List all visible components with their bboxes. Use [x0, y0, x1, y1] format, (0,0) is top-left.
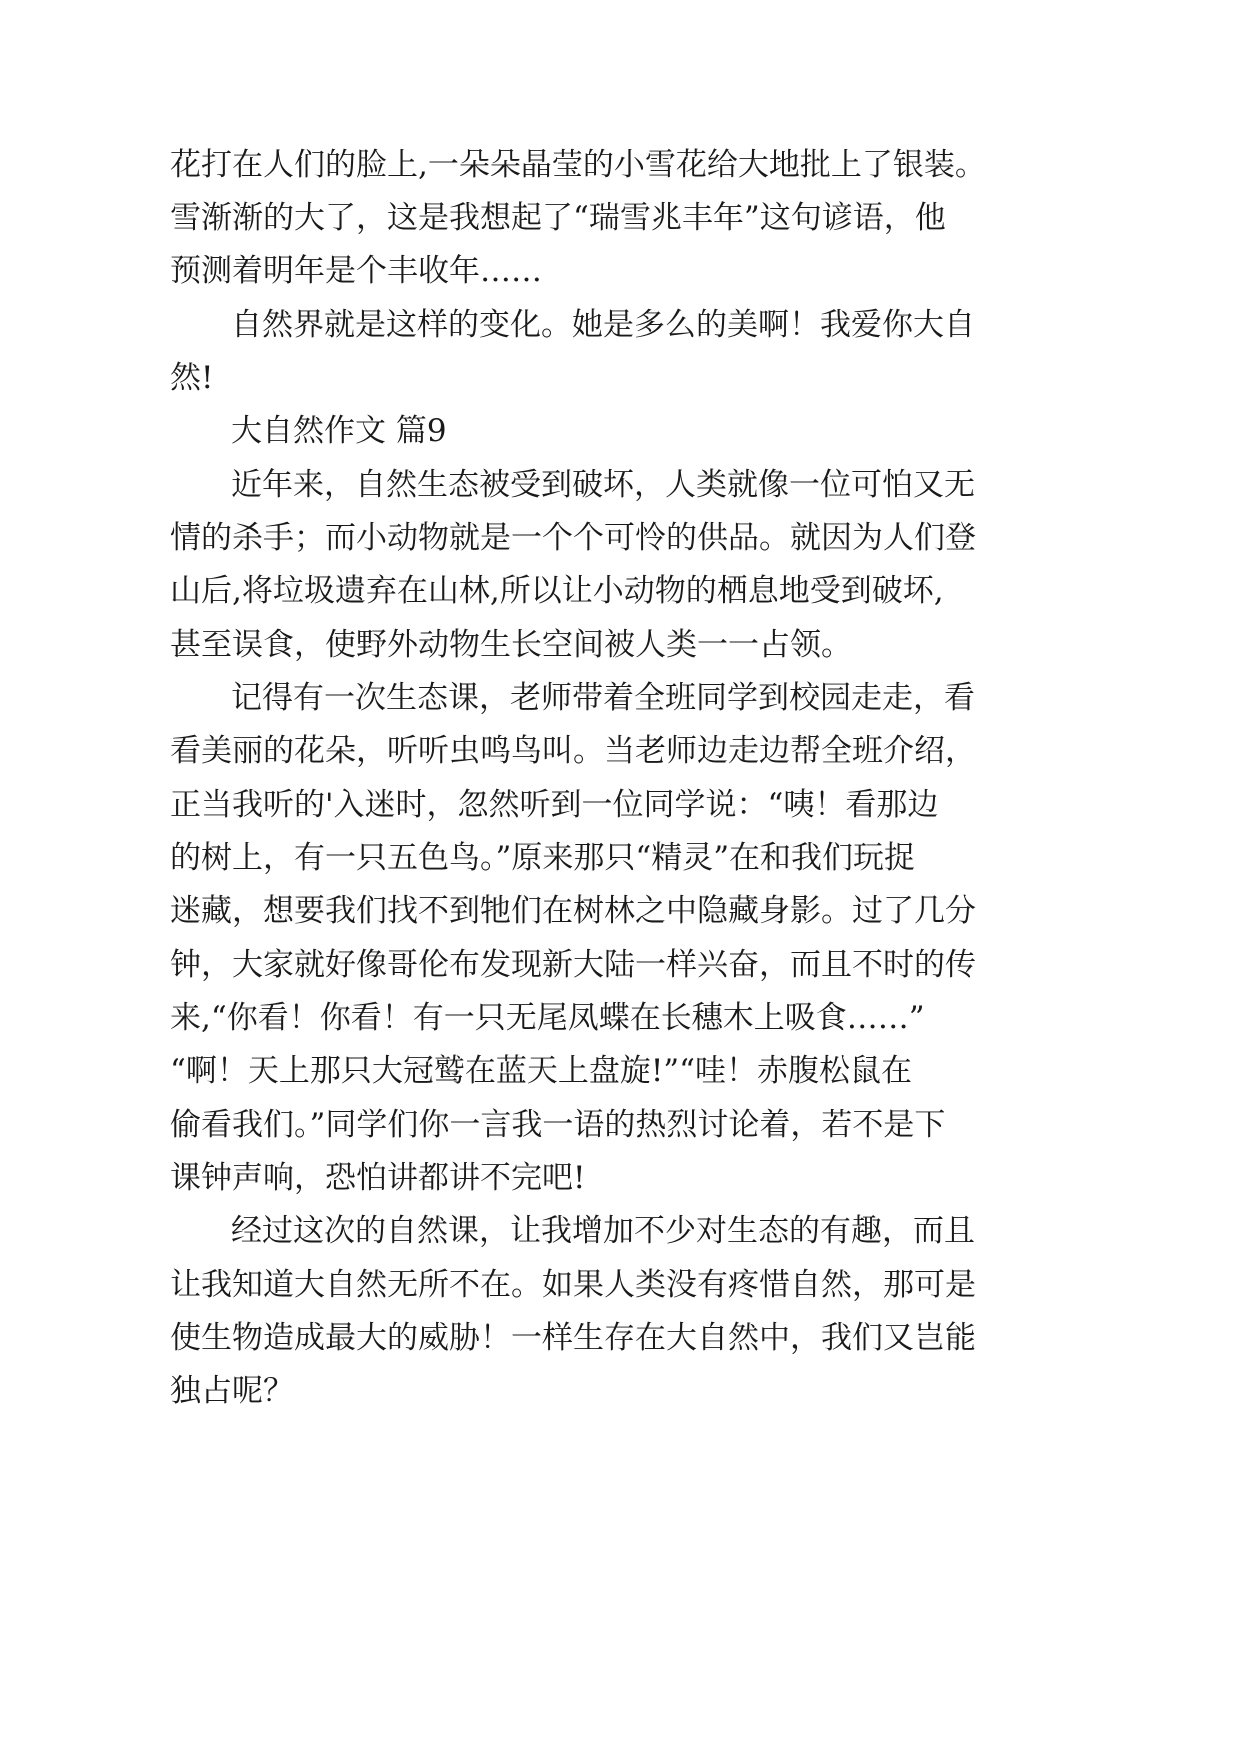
- text-line: 偷看我们。”同学们你一言我一语的热烈讨论着，若不是下: [170, 1107, 946, 1143]
- section-heading: 大自然作文 篇9: [231, 413, 447, 449]
- text-line: 正当我听的'入迷时，忽然听到一位同学说：“咦！看那边: [170, 787, 939, 823]
- text-line: 花打在人们的脸上,一朵朵晶莹的小雪花给大地批上了银装。: [170, 147, 986, 183]
- text-line: 自然界就是这样的变化。她是多么的美啊！我爱你大自: [231, 307, 975, 343]
- text-line: 看美丽的花朵，听听虫鸣鸟叫。当老师边走边帮全班介绍，: [170, 733, 976, 769]
- text-line: 山后,将垃圾遗弃在山林,所以让小动物的栖息地受到破坏,: [170, 573, 944, 609]
- text-line: 然!: [170, 360, 214, 396]
- text-line: 经过这次的自然课，让我增加不少对生态的有趣，而且: [231, 1213, 975, 1249]
- text-line: 情的杀手；而小动物就是一个个可怜的供品。就因为人们登: [170, 520, 976, 556]
- text-line: 记得有一次生态课，老师带着全班同学到校园走走，看: [231, 680, 975, 716]
- text-line: 课钟声响，恐怕讲都讲不完吧!: [170, 1160, 586, 1196]
- text-line: 预测着明年是个丰收年……: [170, 253, 542, 289]
- text-line: 甚至误食，使野外动物生长空间被人类一一占领。: [170, 627, 852, 663]
- text-line: 钟，大家就好像哥伦布发现新大陆一样兴奋，而且不时的传: [170, 947, 976, 983]
- text-line: 的树上，有一只五色鸟。”原来那只“精灵”在和我们玩捉: [170, 840, 916, 876]
- text-line: 近年来，自然生态被受到破坏，人类就像一位可怕又无: [231, 467, 975, 503]
- text-line: 雪渐渐的大了，这是我想起了“瑞雪兆丰年”这句谚语，他: [170, 200, 946, 236]
- text-line: 使生物造成最大的威胁！一样生存在大自然中，我们又岂能: [170, 1320, 976, 1356]
- text-line: 让我知道大自然无所不在。如果人类没有疼惜自然，那可是: [170, 1267, 976, 1303]
- text-line: 迷藏，想要我们找不到牠们在树林之中隐藏身影。过了几分: [170, 893, 976, 929]
- text-line: 来,“你看！你看！有一只无尾凤蝶在长穗木上吸食……”: [170, 1000, 925, 1036]
- text-line: “啊！天上那只大冠鹫在蓝天上盘旋!”“哇！赤腹松鼠在: [170, 1053, 912, 1089]
- text-line: 独占呢？: [170, 1373, 294, 1409]
